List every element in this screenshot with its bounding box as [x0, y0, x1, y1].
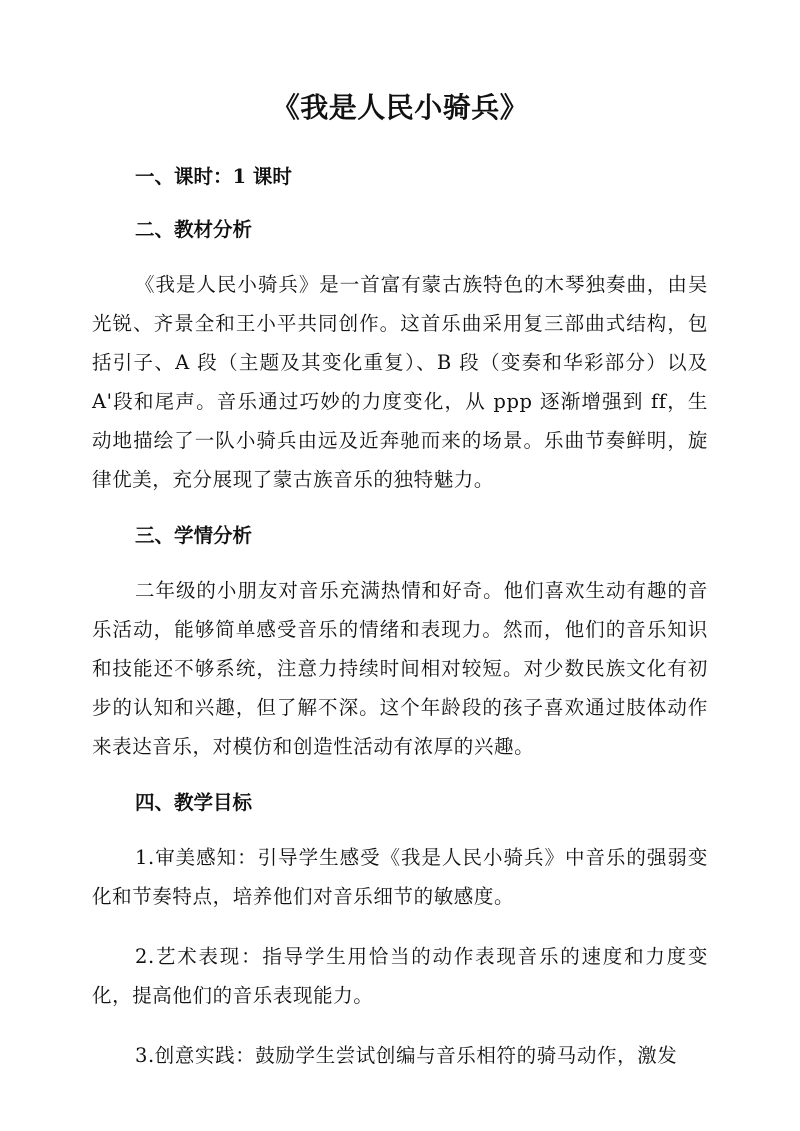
teaching-goal-expression: 2.艺术表现：指导学生用恰当的动作表现音乐的速度和力度变化，提高他们的音乐表现能力。 — [92, 945, 708, 1007]
student-analysis-paragraph: 二年级的小朋友对音乐充满热情和好奇。他们喜欢生动有趣的音乐活动，能够简单感受音乐的情绪和表现力。然而，他们的音乐知识和技能还不够系统，注意力持续时间相对较短。对少数民族文化有初步的认知和兴趣，但了解不深。这个年龄段的孩子喜欢通过肢体动作来表达音乐，对模仿和创造性活动有浓厚的兴趣。 — [92, 579, 708, 758]
teaching-goal-creative: 3.创意实践：鼓励学生尝试创编与音乐相符的骑马动作，激发 — [135, 1044, 678, 1067]
section-heading-teaching-goals: 四、教学目标 — [135, 791, 253, 814]
teaching-goal-aesthetic: 1.审美感知：引导学生感受《我是人民小骑兵》中音乐的强弱变化和节奏特点，培养他们对音乐细节的敏感度。 — [92, 846, 708, 908]
section-heading-student-analysis: 三、学情分析 — [135, 524, 253, 547]
section-heading-material-analysis: 二、教材分析 — [135, 218, 253, 241]
page-title: 《我是人民小骑兵》 — [271, 91, 529, 124]
section-heading-class-hours: 一、课时：1 课时 — [135, 165, 292, 188]
material-analysis-paragraph: 《我是人民小骑兵》是一首富有蒙古族特色的木琴独奏曲，由吴光锐、齐景全和王小平共同创作。这首乐曲采用复三部曲式结构，包括引子、A 段（主题及其变化重复）、B 段（变奏和华彩部分）以及 A'段和尾声。音乐通过巧妙的力度变化，从 ppp 逐渐增强到 ff，生动地描绘了一队小骑兵由远及近奔驰而来的场景。乐曲节奏鲜明，旋律优美，充分展现了蒙古族音乐的独特魅力。 — [92, 273, 708, 491]
